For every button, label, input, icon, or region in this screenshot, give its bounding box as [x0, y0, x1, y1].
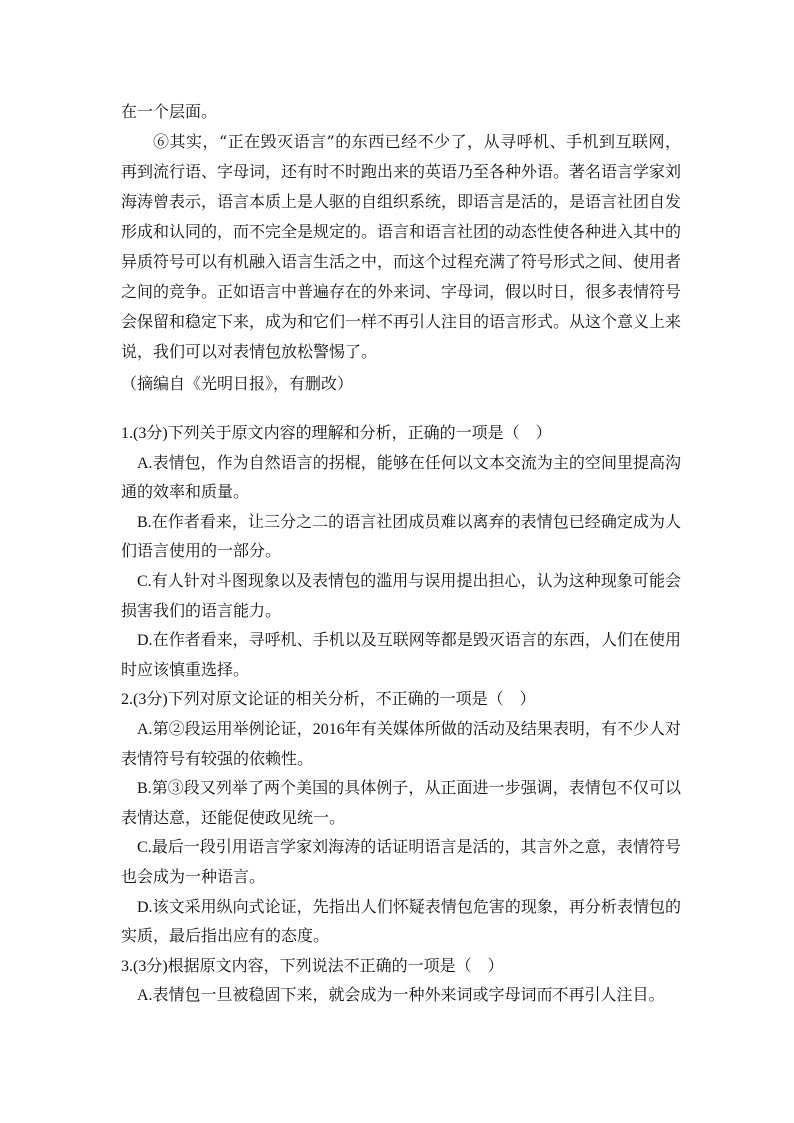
question-stem: 1.(3分)下列关于原文内容的理解和分析，正确的一项是（ ）: [121, 425, 552, 442]
question-list: [121, 419, 681, 1011]
question-stem: 3.(3分)根据原文内容，下列说法不正确的一项是（ ）: [121, 957, 504, 975]
passage-paragraph-6: ⑥其实，“正在毁灭语言”的东西已经不少了，从寻呼机、手机到互联网，再到流行语、字母词，还有时不时跑出来的英语乃至各种外语。著名语言学家刘海涛曾表示，语言本质上是人驱的自组织系统，即语言是活的，是语言社团自发形成和认同的，而不完全是规定的。语言和语言社团的动态性使各种进入其中的异质符号可以有机融入语言生活之中，而这个过程充满了符号形式之间、使用者之间的竞争。正如语言中普遍存在的外来词、字母词，假以时日，很多表情符号会保留和稳定下来，成为和它们一样不再引人注目的语言形式。从这个意义上来说，我们可以对表情包放松警惕了。: [121, 132, 682, 361]
question-2: [121, 685, 681, 951]
option-b: B.第③段又列举了两个美国的具体例子，从正面进一步强调，表情包不仅可以表情达意，还能促使政见统一。: [121, 780, 681, 827]
option-c: C.最后一段引用语言学家刘海涛的话证明语言是活的，其言外之意，表情符号也会成为一种语言。: [121, 839, 681, 886]
option-a: A.第②段运用举例论证，2016年有关媒体所做的活动及结果表明，有不少人对表情符号有较强的依赖性。: [121, 720, 681, 768]
passage-source: （摘编自《光明日报》，有删改）: [121, 374, 354, 393]
question-3: [121, 952, 681, 1011]
option-c: C.有人针对斗图现象以及表情包的滥用与误用提出担心，认为这种现象可能会损害我们的语言能力。: [121, 572, 681, 620]
question-1: [121, 419, 681, 685]
option-a: A.表情包一旦被稳固下来，就会成为一种外来词或字母词而不再引人注目。: [137, 987, 665, 1005]
question-stem: 2.(3分)下列对原文论证的相关分析，不正确的一项是（ ）: [121, 691, 536, 709]
reading-passage: [121, 97, 681, 399]
option-b: B.在作者看来，让三分之二的语言社团成员难以离弃的表情包已经确定成为人们语言使用的一部分。: [121, 513, 681, 561]
option-d: D.该文采用纵向式论证，先指出人们怀疑表情包危害的现象，再分析表情包的实质，最后指出应有的态度。: [121, 898, 681, 946]
passage-continuation: 在一个层面。: [121, 102, 218, 121]
option-a: A.表情包，作为自然语言的拐棍，能够在任何以文本交流为主的空间里提高沟通的效率和质量。: [121, 454, 681, 502]
option-d: D.在作者看来，寻呼机、手机以及互联网等都是毁灭语言的东西，人们在使用时应该慎重选择。: [121, 632, 681, 679]
